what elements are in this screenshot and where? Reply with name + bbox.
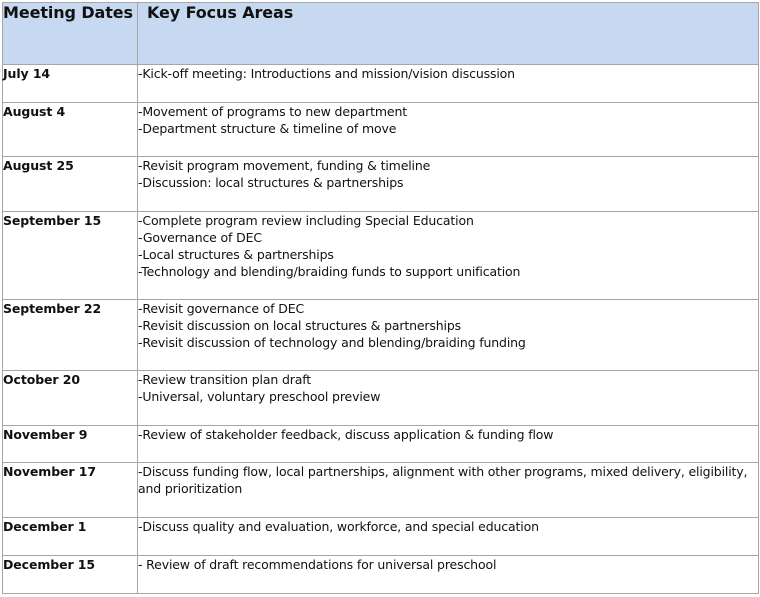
table-row	[3, 157, 759, 212]
focus-item: -Review transition plan draft	[138, 372, 312, 387]
focus-item: -Technology and blending/braiding funds to support unification	[138, 264, 521, 279]
table-row	[3, 212, 759, 300]
focus-item: - Review of draft recommendations for universal preschool	[138, 557, 497, 572]
table-row	[3, 426, 759, 463]
meeting-date: December 1	[3, 518, 138, 556]
focus-item: -Movement of programs to new department	[138, 104, 407, 119]
table-row	[3, 300, 759, 371]
focus-item: -Complete program review including Special Education	[138, 213, 474, 228]
table-row	[3, 463, 759, 518]
table-row	[3, 371, 759, 426]
focus-areas-cell	[138, 65, 759, 103]
focus-areas-cell	[138, 518, 759, 556]
focus-item: -Revisit discussion of technology and blending/braiding funding	[138, 335, 526, 350]
focus-item: -Local structures & partnerships	[138, 247, 334, 262]
table-row	[3, 518, 759, 556]
focus-item: -Discuss funding flow, local partnerships, alignment with other programs, mixed delivery, eligibility, and prioritization	[138, 464, 748, 496]
focus-areas-cell	[138, 426, 759, 463]
focus-areas-cell	[138, 103, 759, 157]
focus-item: -Kick-off meeting: Introductions and mission/vision discussion	[138, 66, 515, 81]
meeting-date: December 15	[3, 556, 138, 594]
meeting-date: November 17	[3, 463, 138, 518]
meeting-date: August 25	[3, 157, 138, 212]
meeting-date: November 9	[3, 426, 138, 463]
header-meeting-dates: Meeting Dates	[3, 3, 138, 65]
focus-item: -Department structure & timeline of move	[138, 121, 397, 136]
focus-item: -Discussion: local structures & partnerships	[138, 175, 404, 190]
focus-item: -Discuss quality and evaluation, workforce, and special education	[138, 519, 539, 534]
meeting-schedule-table	[2, 2, 759, 594]
focus-item: -Governance of DEC	[138, 230, 262, 245]
focus-areas-cell	[138, 300, 759, 371]
meeting-date: September 22	[3, 300, 138, 371]
focus-item: -Revisit program movement, funding & timeline	[138, 158, 431, 173]
header-key-focus-areas: Key Focus Areas	[138, 3, 759, 65]
focus-item: -Revisit governance of DEC	[138, 301, 305, 316]
focus-areas-cell	[138, 371, 759, 426]
focus-areas-cell	[138, 212, 759, 300]
focus-areas-cell	[138, 463, 759, 518]
meeting-date: September 15	[3, 212, 138, 300]
focus-item: -Revisit discussion on local structures & partnerships	[138, 318, 462, 333]
focus-areas-cell	[138, 556, 759, 594]
table-row	[3, 65, 759, 103]
focus-item: -Universal, voluntary preschool preview	[138, 389, 381, 404]
table-header-row	[3, 3, 759, 65]
meeting-date: October 20	[3, 371, 138, 426]
table-row	[3, 103, 759, 157]
focus-areas-cell	[138, 157, 759, 212]
focus-item: -Review of stakeholder feedback, discuss application & funding flow	[138, 427, 554, 442]
meeting-date: July 14	[3, 65, 138, 103]
meeting-date: August 4	[3, 103, 138, 157]
table-row	[3, 556, 759, 594]
